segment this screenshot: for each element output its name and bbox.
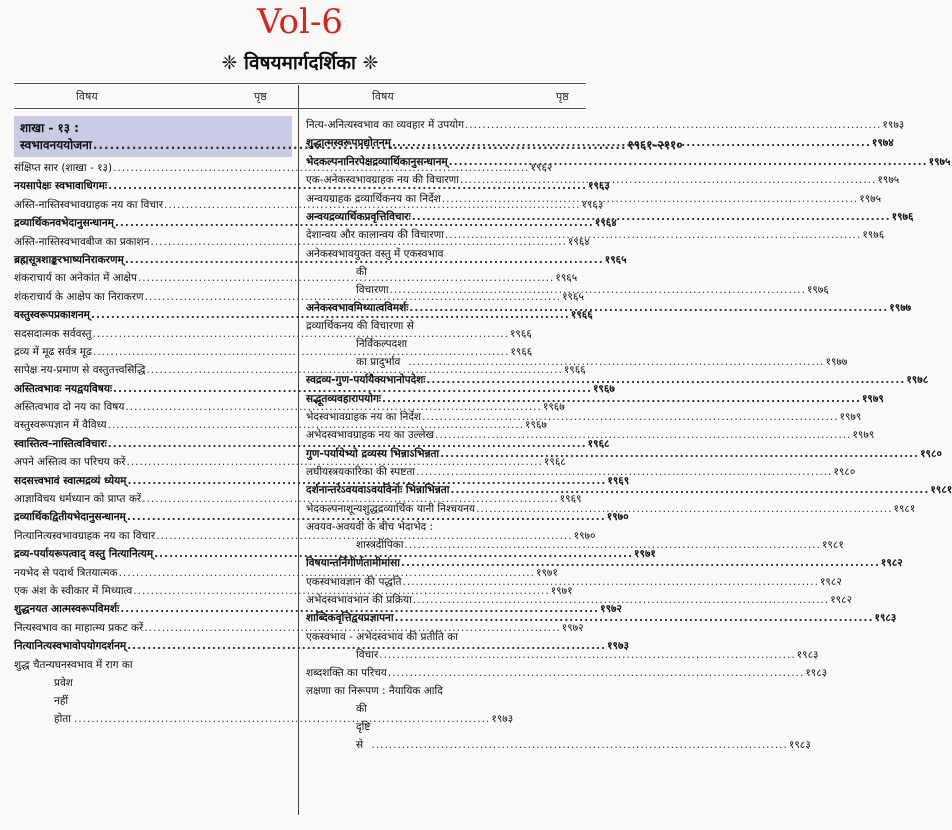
toc-entry: अस्तित्वभाव दो नय का विषय ..... १९६७ <box>14 398 292 416</box>
header-bottom-rule <box>14 108 586 109</box>
toc-entry: अन्वयद्रव्यार्थिकप्रवृत्तिविचारः ..... १९७६ <box>306 208 588 226</box>
toc-entry: शाब्दिकवृत्तिद्वयप्रज्ञापना ..... १९८३ <box>306 609 588 627</box>
toc-entry: अनेकस्वभावमिथ्यात्वविमर्शः ..... १९७७ <box>306 299 588 317</box>
toc-entry: शंकराचार्य का अनेकांत में आक्षेप ..... १९६५ <box>14 269 292 287</box>
toc-entry: सद्भूतव्यवहारापयोगः ..... १९७९ <box>306 390 588 408</box>
toc-entry: अस्ति-नास्तिस्वभावग्राहक नय का विचार ..... १९६३ <box>14 196 292 214</box>
toc-entry: दर्शनान्तरेऽवयवाऽवयविनोः भिन्नाभिन्नता ..... १९८१ <box>306 481 588 499</box>
volume-label: Vol-6 <box>257 2 343 42</box>
section-subtitle: स्वभावनययोजना <box>20 138 92 152</box>
toc-entry: नित्यानित्यस्वभावोपयोगदर्शनम् ..... १९७३ <box>14 637 292 655</box>
section-title: शाखा - १३ : <box>20 121 79 135</box>
toc-entry: शुद्धनयत आत्मस्वरूपविमर्शः ..... १९७२ <box>14 600 292 618</box>
toc-entry: लघीयस्त्रयकारिका की स्पष्टता ..... १९८० <box>306 463 588 481</box>
toc-entry: भेदस्वभावग्राहक नय का निर्देश ..... १९७९ <box>306 408 588 426</box>
toc-entry-multiline: द्रव्यार्थिकनय की विचारणा से निर्विकल्पदशा का प्रादुर्भाव ..... १९७७ <box>306 317 588 371</box>
toc-entry: द्रव्यार्थिकनवभेदानुसन्धानम् ..... १९६४ <box>14 214 292 232</box>
toc-entry-multiline: अनेकस्वभावयुक्त वस्तु में एकस्वभाव की विचारणा ..... १९७६ <box>306 245 588 299</box>
toc-entry: द्रव्य में मूढ सर्वत्र मूढ ..... १९६६ <box>14 343 292 361</box>
toc-entry: द्रव्यार्थिकद्वितीयभेदानुसन्धानम् ..... १९७० <box>14 508 292 526</box>
right-page-header: पृष्ठ <box>556 90 569 103</box>
toc-entry: एकस्वभावज्ञान की पद्धति ..... १९८२ <box>306 573 588 591</box>
toc-entry: नित्य-अनित्यस्वभाव का व्यवहार में उपयोग ..... १९७३ <box>306 116 588 134</box>
toc-entry: शुद्धात्मस्वरूपप्रद्योतनम् ..... १९७४ <box>306 134 588 152</box>
toc-entry: नयभेद से पदार्थ त्रितयात्मक ..... १९७१ <box>14 564 292 582</box>
toc-entry: द्रव्य-पर्यायरूपत्वाद् वस्तु नित्यानित्यम् ..... १९७१ <box>14 545 292 563</box>
toc-entry: नित्यस्वभाव का माहात्म्य प्रकट करें ..... १९७२ <box>14 619 292 637</box>
toc-entry: एक-अनेकस्वभावग्राहक नय की विचारणा ..... १९७५ <box>306 171 588 189</box>
toc-entry: स्वद्रव्य-गुण-पर्यायैक्यभानोपदेशः ..... १९७८ <box>306 371 588 389</box>
toc-entry: नयसापेक्षः स्वभावाधिगमः ..... १९६३ <box>14 177 292 195</box>
toc-entry: भेदकल्पनानिरपेक्षद्रव्यार्थिकानुसन्धानम् ..... १९७५ <box>306 153 588 171</box>
section-pages: १९६१-२११० <box>627 138 683 152</box>
toc-entry: संक्षिप्त सार (शाखा - १३) ..... १९६२ <box>14 159 292 177</box>
toc-entry: सदसदात्मक सर्ववस्तु ..... १९६६ <box>14 325 292 343</box>
toc-entry-multiline: एकस्वभाव - अभेदस्वभाव की प्रतीति का विचार ..... १९८३ <box>306 628 588 664</box>
toc-entry: अन्वयग्राहक द्रव्यार्थिकनय का निर्देश ..... १९७५ <box>306 190 588 208</box>
toc-entry: देशान्वय और कालान्वय की विचारणा ..... १९७६ <box>306 226 588 244</box>
toc-entry-multiline: लक्षणा का निरूपण : नैयायिक आदि की दृष्टि से ..... १९८३ <box>306 682 588 754</box>
toc-entry: अस्ति-नास्तिस्वभावबीज का प्रकाशन ..... १९६४ <box>14 233 292 251</box>
toc-entry: वस्तुस्वरूपज्ञान में वैविध्य ..... १९६७ <box>14 416 292 434</box>
toc-entry: शंकराचार्य के आक्षेप का निराकरण ..... १९६५ <box>14 288 292 306</box>
toc-entry-multiline: शुद्ध चैतन्यघनस्वभाव में राग का प्रवेश नहीं होता ..... १९७३ <box>14 656 292 728</box>
toc-entry: गुण-पर्यायेभ्यो द्रव्यस्य भिन्नाऽभिन्नता ..... १९८० <box>306 445 588 463</box>
header-top-rule <box>14 83 586 84</box>
toc-entry: नित्यानित्यस्वभावग्राहक नय का विचार ..... १९७० <box>14 527 292 545</box>
toc-entry: अपने अस्तित्व का परिचय करें ..... १९६८ <box>14 453 292 471</box>
toc-entry: ब्रह्मसूत्रशाङ्करभाष्यनिराकरणम् ..... १९६५ <box>14 251 292 269</box>
toc-entry: एक अंश के स्वीकार में मिथ्यात्व ..... १९७१ <box>14 582 292 600</box>
toc-entry: आज्ञाविचय धर्मध्यान को प्राप्त करें ..... १९६९ <box>14 490 292 508</box>
toc-entry: शब्दशक्ति का परिचय ..... १९८३ <box>306 664 588 682</box>
toc-entry: सदसत्त्वभावं स्वात्मद्रव्यं ध्येयम् ..... १९६९ <box>14 472 292 490</box>
toc-entry: वस्तुस्वरूपप्रकाशनम् ..... १९६६ <box>14 306 292 324</box>
right-subject-header: विषय <box>372 90 394 103</box>
toc-entry: भेदकल्पनाशून्यशुद्धद्रव्यार्थिक यानी निश्चयनय ..... १९८१ <box>306 500 588 518</box>
toc-entry: स्वास्तित्व-नास्तित्वविचारः ..... १९६८ <box>14 435 292 453</box>
toc-entry: सापेक्ष नय-प्रमाण से वस्तुतत्त्वसिद्धि ..... १९६६ <box>14 361 292 379</box>
toc-entry: विषयान्तर्निगीर्णतामीमांसा ..... १९८२ <box>306 554 588 572</box>
left-subject-header: विषय <box>76 90 98 103</box>
left-page-header: पृष्ठ <box>254 90 267 103</box>
toc-entry: अभेदस्वभावभान की प्रक्रिया ..... १९८२ <box>306 591 588 609</box>
toc-entry: अस्तित्वभावः नयद्वयविषयः ..... १९६७ <box>14 380 292 398</box>
toc-entry: अभेदस्वभावग्राहक नय का उल्लेख ..... १९७९ <box>306 426 588 444</box>
index-heading: ❈ विषयमार्गदर्शिका ❈ <box>221 52 379 74</box>
toc-entry-multiline: अवयव-अवयवी के बीच भेदाभेद : शास्त्रदीपिका ..... १९८१ <box>306 518 588 554</box>
